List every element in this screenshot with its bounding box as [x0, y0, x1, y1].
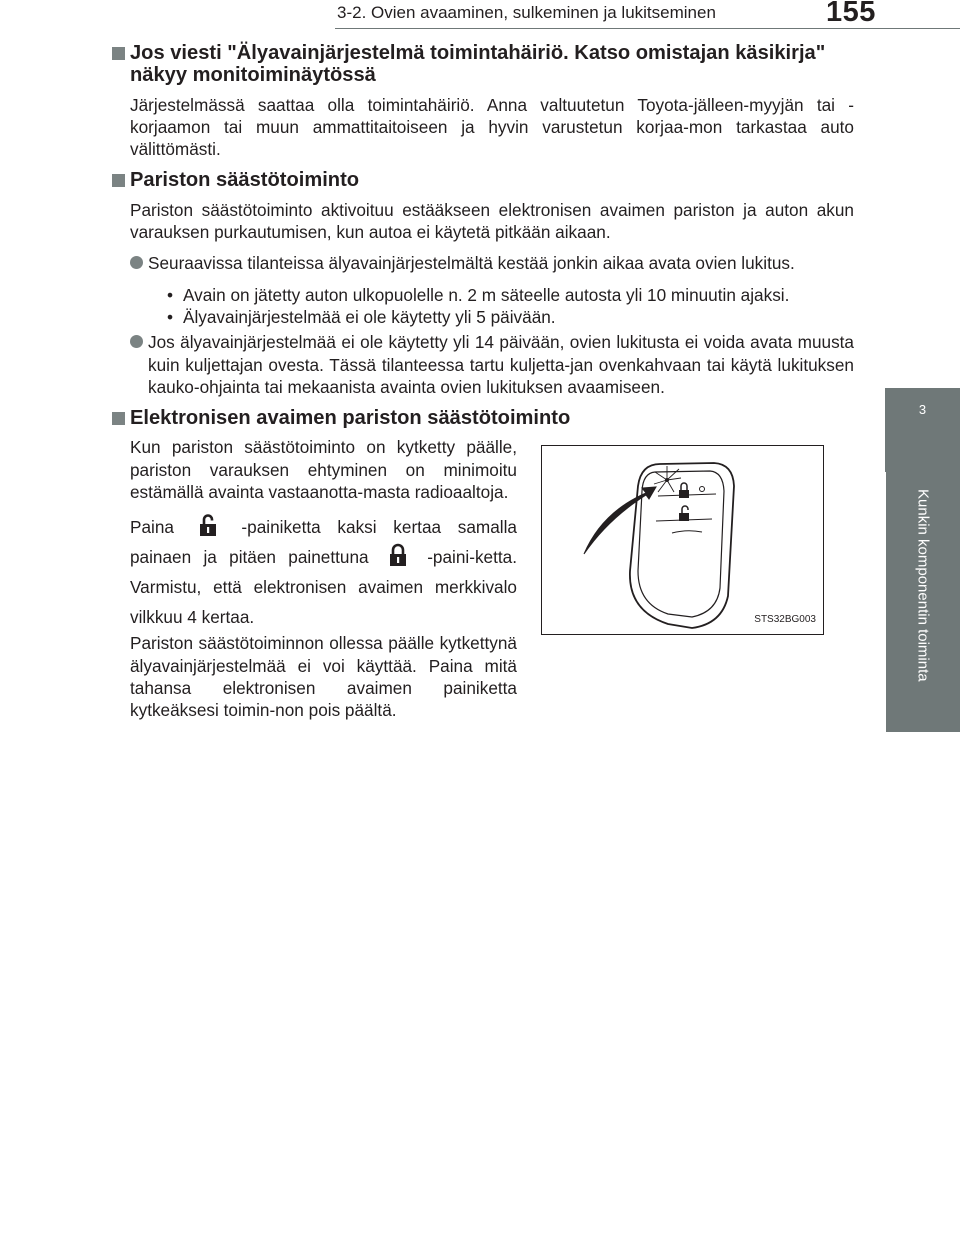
chapter-number: 3 — [918, 402, 927, 417]
electronic-key-illustration — [542, 446, 823, 634]
page-number: 155 — [826, 0, 876, 28]
section-heading-text: Elektronisen avaimen pariston säästötoiminto — [130, 407, 571, 430]
section-title: 3-2. Ovien avaaminen, sulkeminen ja lukitseminen — [337, 3, 716, 22]
section-with-figure — [112, 436, 854, 721]
sub-list-item-text: Älyavainjärjestelmää ei ole käytetty yli 5 päivään. — [183, 306, 556, 327]
instruction-text: -painiketta kaksi kertaa samalla painaen ja pitäen painettuna — [130, 517, 517, 568]
section-body: Pariston säästötoiminto aktivoituu estääkseen elektronisen avaimen pariston ja auton akun varauksen purkautumisen, kun autoa ei käytetä pitkään aikaan. — [130, 199, 854, 243]
square-bullet-icon — [112, 47, 125, 60]
electronic-key-figure — [541, 445, 824, 635]
sub-list-item-text: Avain on jätetty auton ulkopuolelle n. 2 m säteelle autosta yli 10 minuutin ajaksi. — [183, 284, 790, 305]
dot-bullet-icon: • — [167, 306, 174, 327]
section-body: Kun pariston säästötoiminto on kytketty päälle, pariston varauksen ehtyminen on minimoitu estämällä avainta vastaanotta-masta radioaaltoja. — [130, 437, 517, 503]
chapter-tab — [885, 388, 960, 472]
section-heading — [112, 407, 854, 429]
section-heading — [112, 42, 854, 87]
dot-bullet-icon: • — [167, 284, 174, 305]
sub-list-item — [167, 306, 854, 328]
section-heading — [112, 169, 854, 191]
sub-list-item — [167, 284, 854, 306]
figure-code: STS32BG003 — [754, 614, 816, 626]
instruction-text: -paini-ketta. Varmistu, että elektronisen avaimen merkkivalo vilkkuu 4 kertaa. — [130, 547, 517, 628]
lock-icon — [385, 542, 411, 568]
instruction-paragraph — [130, 512, 517, 632]
square-bullet-icon — [112, 174, 125, 187]
section-heading-text: Pariston säästötoiminto — [130, 169, 360, 192]
unlock-icon — [195, 512, 221, 538]
circle-bullet-icon — [130, 335, 143, 348]
section-text-column — [130, 436, 517, 721]
section-body: Järjestelmässä saattaa olla toimintahäiriö. Anna valtuutetun Toyota-jälleen-myyjän tai -korjaamon tai muun ammattitaitoiseen ja hyvin varustetun korjaa-mon tarkastaa auto välittömästi. — [130, 94, 854, 160]
instruction-text: Paina — [130, 517, 174, 538]
list-item — [130, 252, 854, 274]
list-item-text: Seuraavissa tilanteissa älyavainjärjestelmältä kestää jonkin aikaa avata ovien lukitus. — [148, 253, 795, 274]
chapter-title-tab — [886, 472, 960, 732]
page-content — [112, 42, 854, 722]
square-bullet-icon — [112, 412, 125, 425]
section-body: Pariston säästötoiminnon ollessa päälle kytkettynä älyavainjärjestelmää ei voi käyttää. Paina mitä tahansa elektronisen avaimen painiketta kytkeäksesi toimin-non pois päältä. — [130, 633, 517, 721]
list-item-text: Jos älyavainjärjestelmää ei ole käytetty yli 14 päivään, ovien lukitusta ei voida avata muusta kuin kuljettajan ovesta. Tässä tilanteessa tartu kuljetta-jan ovenkahvaan tai käytä lukituksen kauko-ohjainta tai mekaanista avainta ovien lukituksen avaamiseen. — [148, 332, 854, 397]
chapter-title: Kunkin komponentin toiminta — [914, 489, 932, 682]
circle-bullet-icon — [130, 256, 143, 269]
list-item — [130, 331, 854, 398]
section-heading-text: Jos viesti "Älyavainjärjestelmä toimintahäiriö. Katso omistajan käsikirja" näkyy monitoiminäytössä — [130, 42, 826, 87]
